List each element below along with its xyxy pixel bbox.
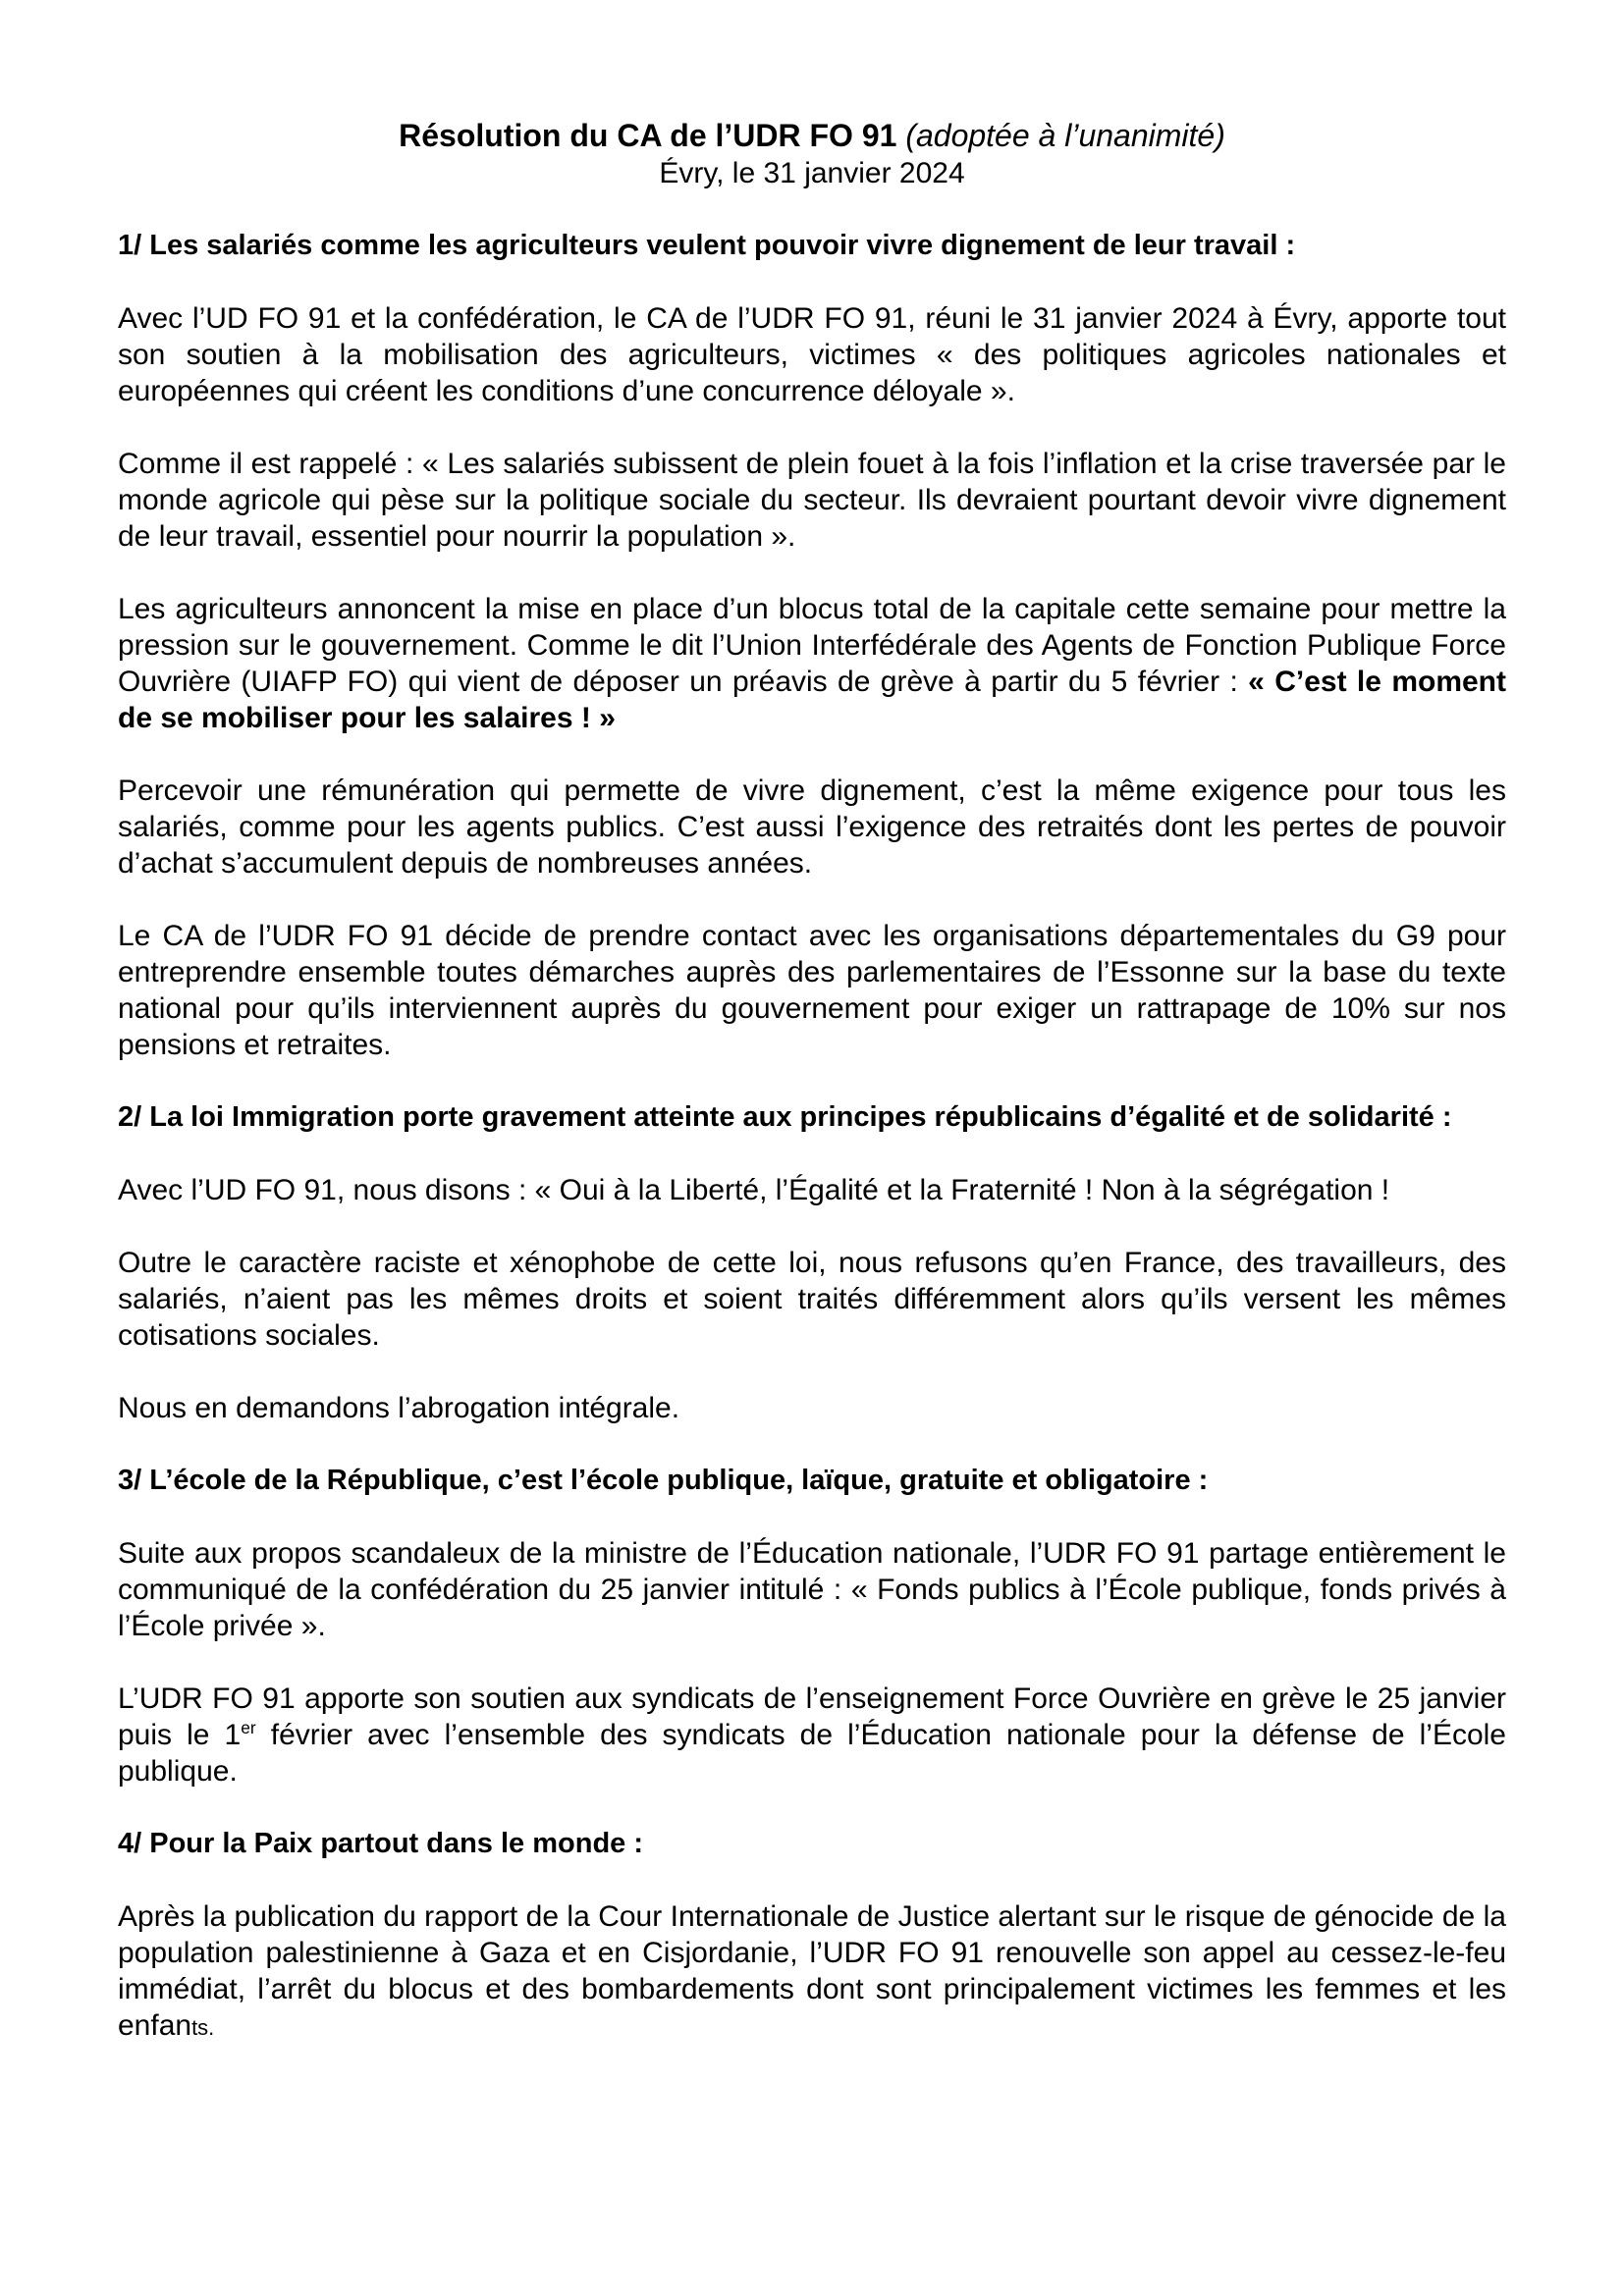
text-segment: Le CA de l’UDR FO 91 décide de prendre contact avec les organisations départementales du G9 pour entreprendre ensemble toutes démarches auprès des parlementaires de l’Essonne sur la base du texte national pour qu’ils interviennent auprès du gouvernement pour exiger un rattrapage de 10% sur nos pensions et retraites. <box>118 920 1506 1061</box>
text-segment: Résolution du CA de l’UDR FO 91 <box>399 118 906 153</box>
text-segment: Percevoir une rémunération qui permette de vivre dignement, c’est la même exigence pour tous les salariés, comme pour les agents publics. C’est aussi l’exigence des retraités dont les pertes de pouvoir d’achat s’accumulent depuis de nombreuses années. <box>118 774 1506 880</box>
document-title <box>118 116 1506 155</box>
paragraph <box>118 1245 1506 1354</box>
paragraph <box>118 1681 1506 1789</box>
paragraph <box>118 1390 1506 1426</box>
section-paix-monde <box>118 1826 1506 2046</box>
text-segment: er <box>241 1718 256 1737</box>
text-segment: Comme il est rappelé : « Les salariés subissent de plein fouet à la fois l’inflation et la crise traversée par le monde agricole qui pèse sur la politique sociale du secteur. Ils devraient pourtant devoir vivre dignement de leur travail, essentiel pour nourrir la population ». <box>118 448 1506 553</box>
text-segment: Après la publication du rapport de la Cour Internationale de Justice alertant sur le risque de génocide de la population palestinienne à Gaza et en Cisjordanie, l’UDR FO 91 renouvelle son appel au cessez-le-feu immédiat, l’arrêt du blocus et des bombardements dont sont principalement victimes les femmes et les enfan <box>118 1900 1506 2042</box>
section-ecole-republique <box>118 1463 1506 1789</box>
section-3-heading: 3/ L’école de la République, c’est l’école publique, laïque, gratuite et obligatoire : <box>118 1465 1209 1496</box>
paragraph <box>118 918 1506 1063</box>
text-segment: ts. <box>191 2015 215 2040</box>
section-1-heading: 1/ Les salariés comme les agriculteurs veulent pouvoir vivre dignement de leur travail : <box>118 230 1296 261</box>
text-segment: « C’est le moment de se mobiliser pour les salaires ! » <box>118 666 1506 734</box>
text-segment: Nous en demandons l’abrogation intégrale. <box>118 1392 680 1424</box>
paragraph <box>118 300 1506 409</box>
paragraph <box>118 773 1506 881</box>
text-segment: Les agriculteurs annoncent la mise en place d’un blocus total de la capitale cette semaine pour mettre la pression sur le gouvernement. Comme le dit l’Union Interfédérale des Agents de Fonction Publique Force Ouvrière (UIAFP FO) qui vient de déposer un préavis de grève à partir du 5 février : <box>118 593 1506 698</box>
text-segment: L’UDR FO 91 apporte son soutien aux syndicats de l’enseignement Force Ouvrière en grève le 25 janvier puis le 1 <box>118 1682 1506 1751</box>
paragraph <box>118 1898 1506 2046</box>
paragraph <box>118 591 1506 736</box>
section-2-heading: 2/ La loi Immigration porte gravement atteinte aux principes républicains d’égalité et de solidarité : <box>118 1101 1452 1133</box>
paragraph <box>118 1172 1506 1208</box>
section-4-heading: 4/ Pour la Paix partout dans le monde : <box>118 1828 643 1859</box>
text-segment: (adoptée à l’unanimité) <box>905 118 1225 153</box>
text-segment: Outre le caractère raciste et xénophobe de cette loi, nous refusons qu’en France, des travailleurs, des salariés, n’aient pas les mêmes droits et soient traités différemment alors qu’ils versent les mêmes cotisations sociales. <box>118 1247 1506 1352</box>
document-header <box>118 116 1506 191</box>
text-segment: Suite aux propos scandaleux de la ministre de l’Éducation nationale, l’UDR FO 91 partage entièrement le communiqué de la confédération du 25 janvier intitulé : « Fonds publics à l’École publique, fonds privés à l’École privée ». <box>118 1537 1506 1642</box>
paragraph <box>118 1535 1506 1644</box>
text-segment: Avec l’UD FO 91, nous disons : « Oui à la Liberté, l’Égalité et la Fraternité ! Non à la ségrégation ! <box>118 1174 1390 1206</box>
section-salaries-agriculteurs <box>118 228 1506 1063</box>
document-dateline: Évry, le 31 janvier 2024 <box>659 157 965 189</box>
text-segment: février avec l’ensemble des syndicats de l’Éducation nationale pour la défense de l’École publique. <box>118 1719 1506 1788</box>
section-loi-immigration <box>118 1099 1506 1426</box>
paragraph <box>118 446 1506 555</box>
text-segment: Avec l’UD FO 91 et la confédération, le CA de l’UDR FO 91, réuni le 31 janvier 2024 à Évry, apporte tout son soutien à la mobilisation des agriculteurs, victimes « des politiques agricoles nationales et européennes qui créent les conditions d’une concurrence déloyale ». <box>118 302 1506 407</box>
